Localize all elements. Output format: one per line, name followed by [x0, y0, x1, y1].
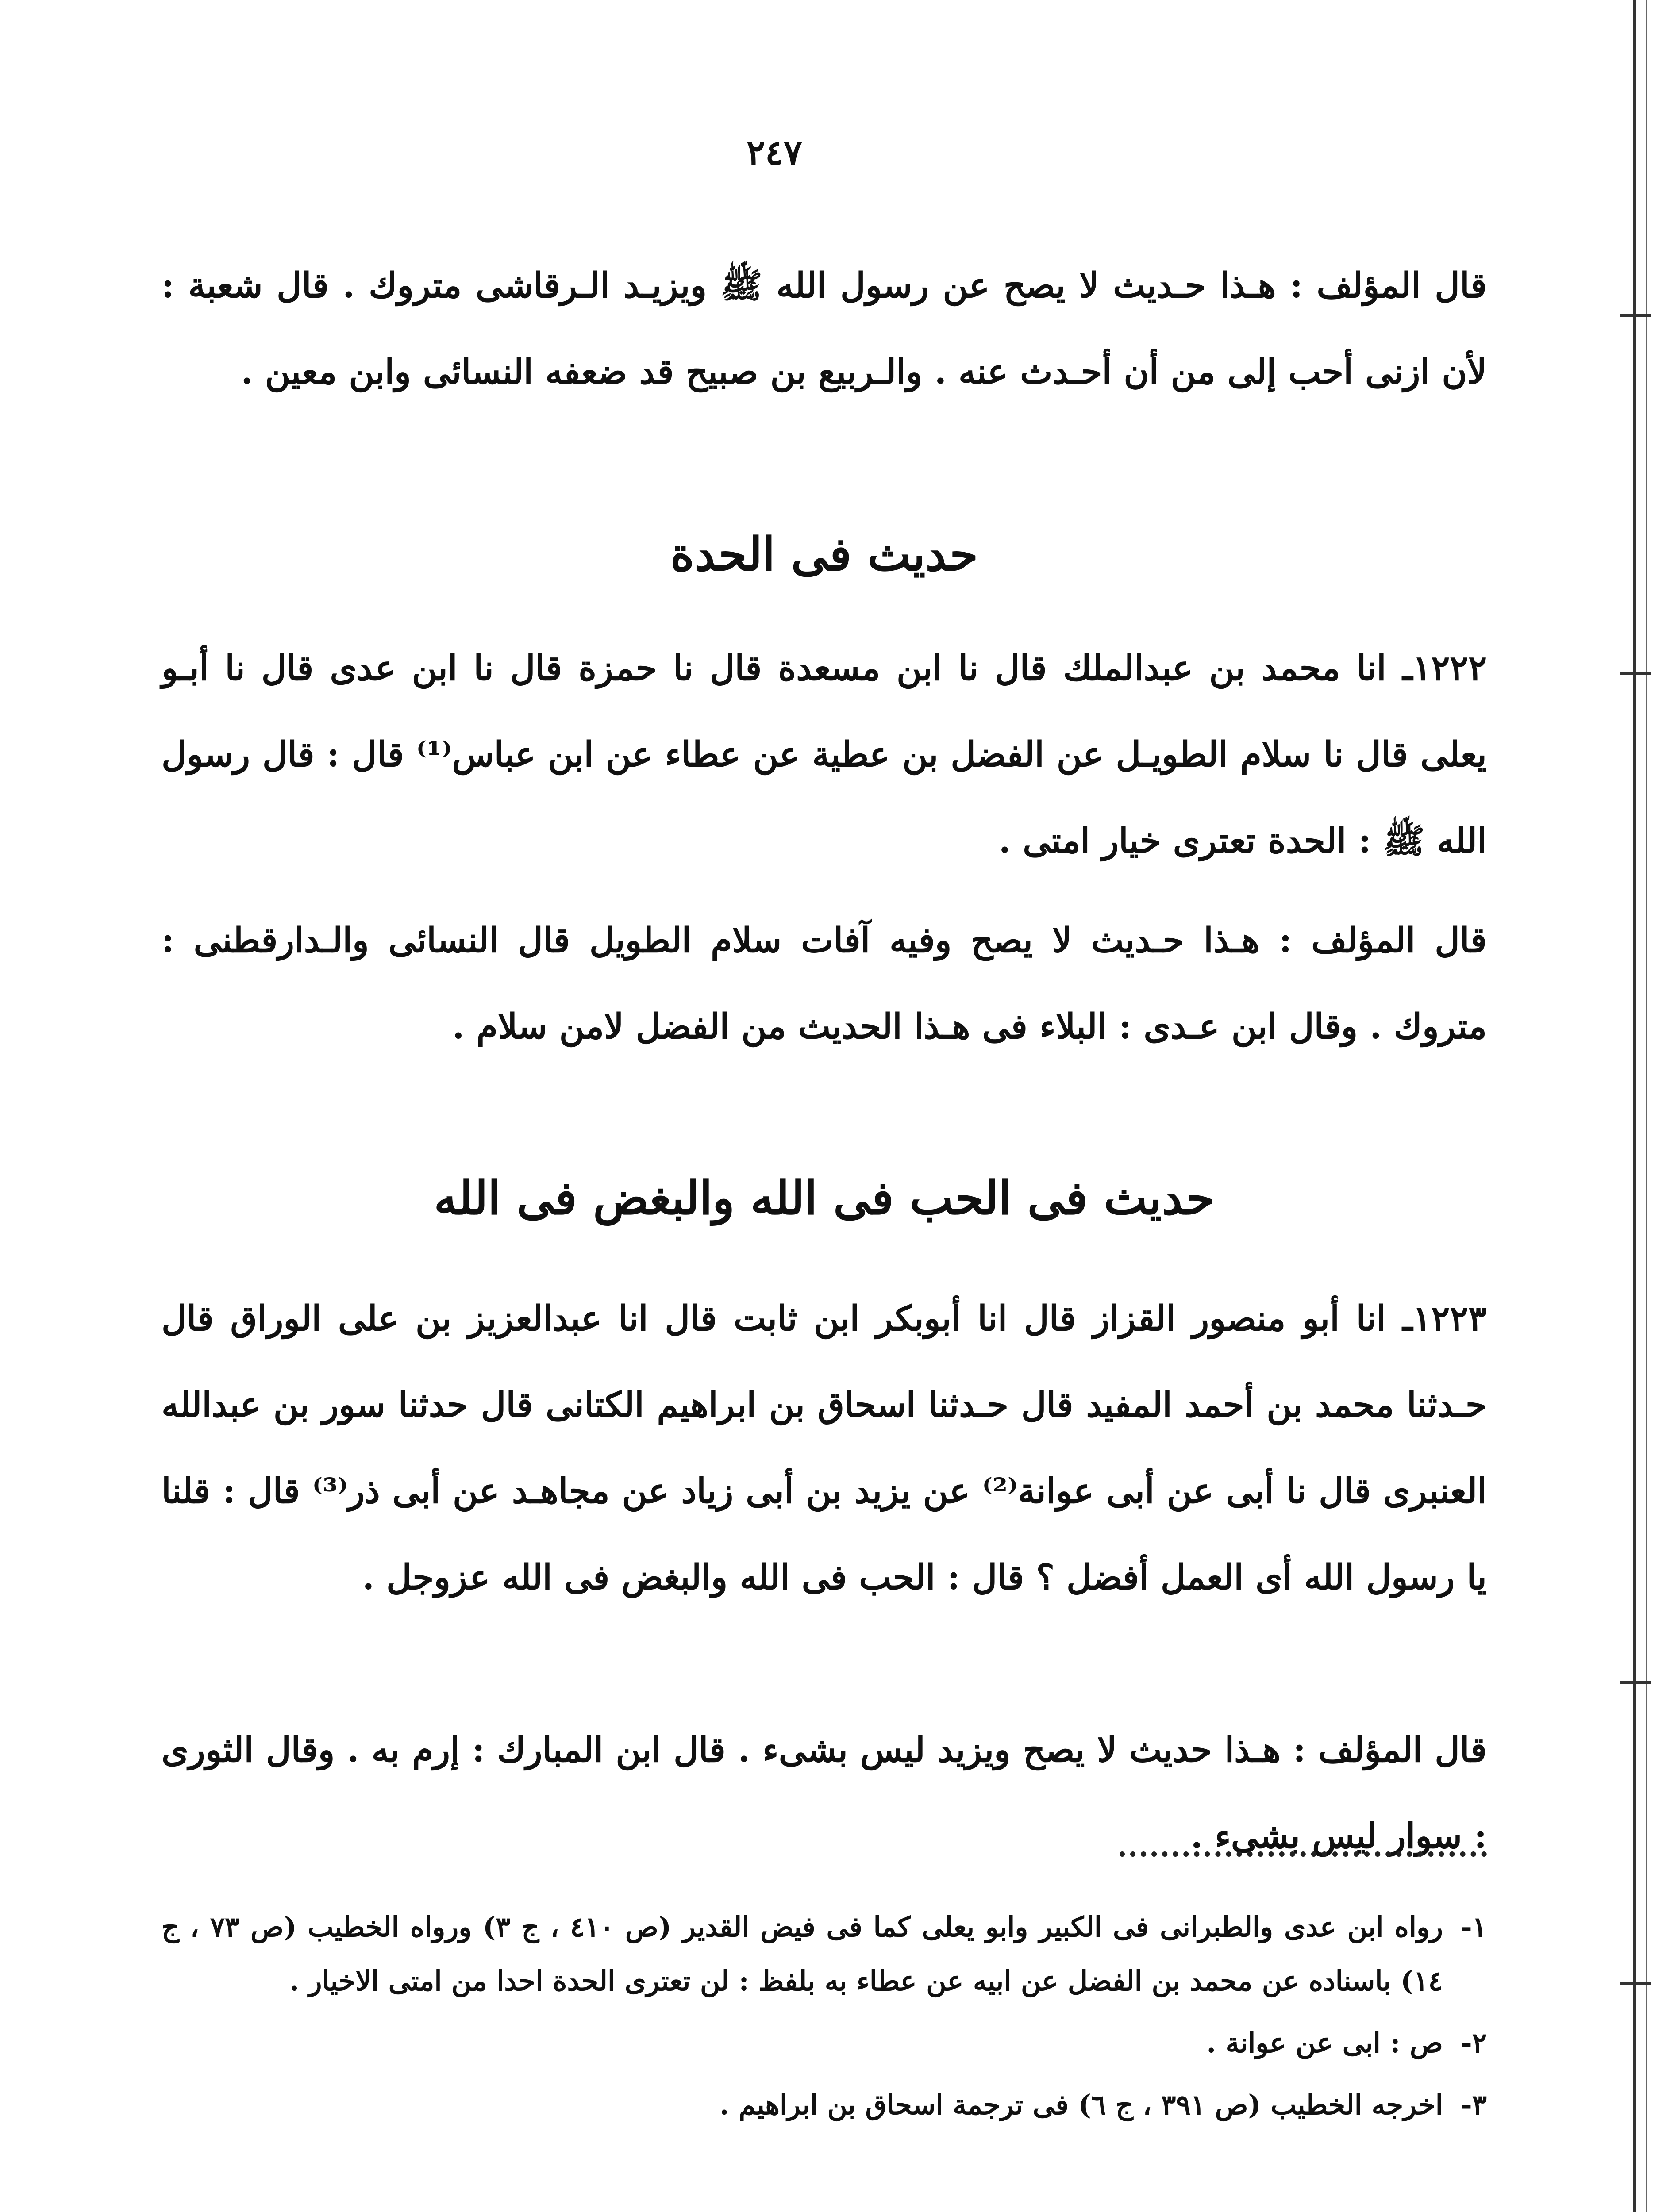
- footnote-number: -٣: [1460, 2089, 1487, 2121]
- binding-tick: [1620, 672, 1651, 675]
- section-heading-love-for-god: حديث فى الحب فى الله والبغض فى الله: [434, 1171, 1215, 1225]
- binding-tick: [1620, 314, 1651, 317]
- footnote-separator: [1120, 1851, 1487, 1857]
- binding-tick: [1620, 1681, 1651, 1684]
- page-binding-edge: [1646, 0, 1647, 2212]
- footnote-text: اخرجه الخطيب (ص ٣٩١ ، ج ٦) فى ترجمة اسحاق بن ابراهيم .: [720, 2089, 1443, 2121]
- footnote-item: [162, 2078, 1487, 2132]
- hadith-1223-paragraph: ١٢٢٣ـ انا أبو منصور القزاز قال انا أبوبكر ابن ثابت قال انا عبدالعزيز بن على الوراق قال حـدثنا محمد بن أحمد المفيد قال حـدثنا اسحاق بن ابراهيم الكتانى قال حدثنا سور بن عبدالله العنبرى قال نا أبى عن أبى عوانة⁽²⁾ عن يزيد بن أبى زياد عن مجاهـد عن أبى ذر⁽³⁾ قال : قلنا يا رسول الله أى العمل أفضل ؟ قال : الحب فى الله والبغض فى الله عزوجل .: [162, 1298, 1487, 1598]
- author-comment-paragraph: قال المؤلف : هـذا حديث لا يصح ويزيد ليس بشىء . قال ابن المبارك : إرم به . وقال الثورى : سوار ليس بشىء .: [162, 1730, 1487, 1856]
- page-binding-edge: [1633, 0, 1636, 2212]
- footnotes: [162, 1900, 1487, 2132]
- footnote-number: -١: [1460, 1911, 1487, 1943]
- binding-tick: [1620, 1982, 1651, 1985]
- hadith-1222-paragraph: ١٢٢٢ـ انا محمد بن عبدالملك قال نا ابن مسعدة قال نا حمزة قال نا ابن عدى قال نا أبـو يعلى قال نا سلام الطويـل عن الفضل بن عطية عن عطاء عن ابن عباس⁽¹⁾ قال : قال رسول الله ﷺ : الحدة تعترى خيار امتى .: [162, 648, 1487, 861]
- author-comment-paragraph: قال المؤلف : هـذا حـديث لا يصح عن رسول الله ﷺ ويزيـد الـرقاشى متروك . قال شعبة : لأن ازنى أحب إلى من أن أحـدث عنه . والـربيع بن صبيح قد ضعفه النسائى وابن معين .: [162, 265, 1487, 392]
- footnote-item: [162, 1900, 1487, 2008]
- footnote-number: -٢: [1460, 2027, 1487, 2059]
- author-comment-paragraph: قال المؤلف : هـذا حـديث لا يصح وفيه آفات سلام الطويل قال النسائى والـدارقطنى : متروك . وقال ابن عـدى : البلاء فى هـذا الحديث من الفضل لامن سلام .: [162, 920, 1487, 1047]
- footnote-text: ص : ابى عن عوانة .: [1206, 2027, 1443, 2059]
- page-number: ٢٤٧: [747, 133, 802, 173]
- footnote-item: [162, 2016, 1487, 2070]
- footnote-text: رواه ابن عدى والطبرانى فى الكبير وابو يعلى كما فى فيض القدير (ص ٤١٠ ، ج ٣) ورواه الخطيب (ص ٧٣ ، ج ١٤) باسناده عن محمد بن الفضل عن ابيه عن عطاء به بلفظ : لن تعترى الحدة احدا من امتى الاخيار .: [162, 1911, 1443, 1997]
- section-heading-anger: حديث فى الحدة: [670, 527, 978, 582]
